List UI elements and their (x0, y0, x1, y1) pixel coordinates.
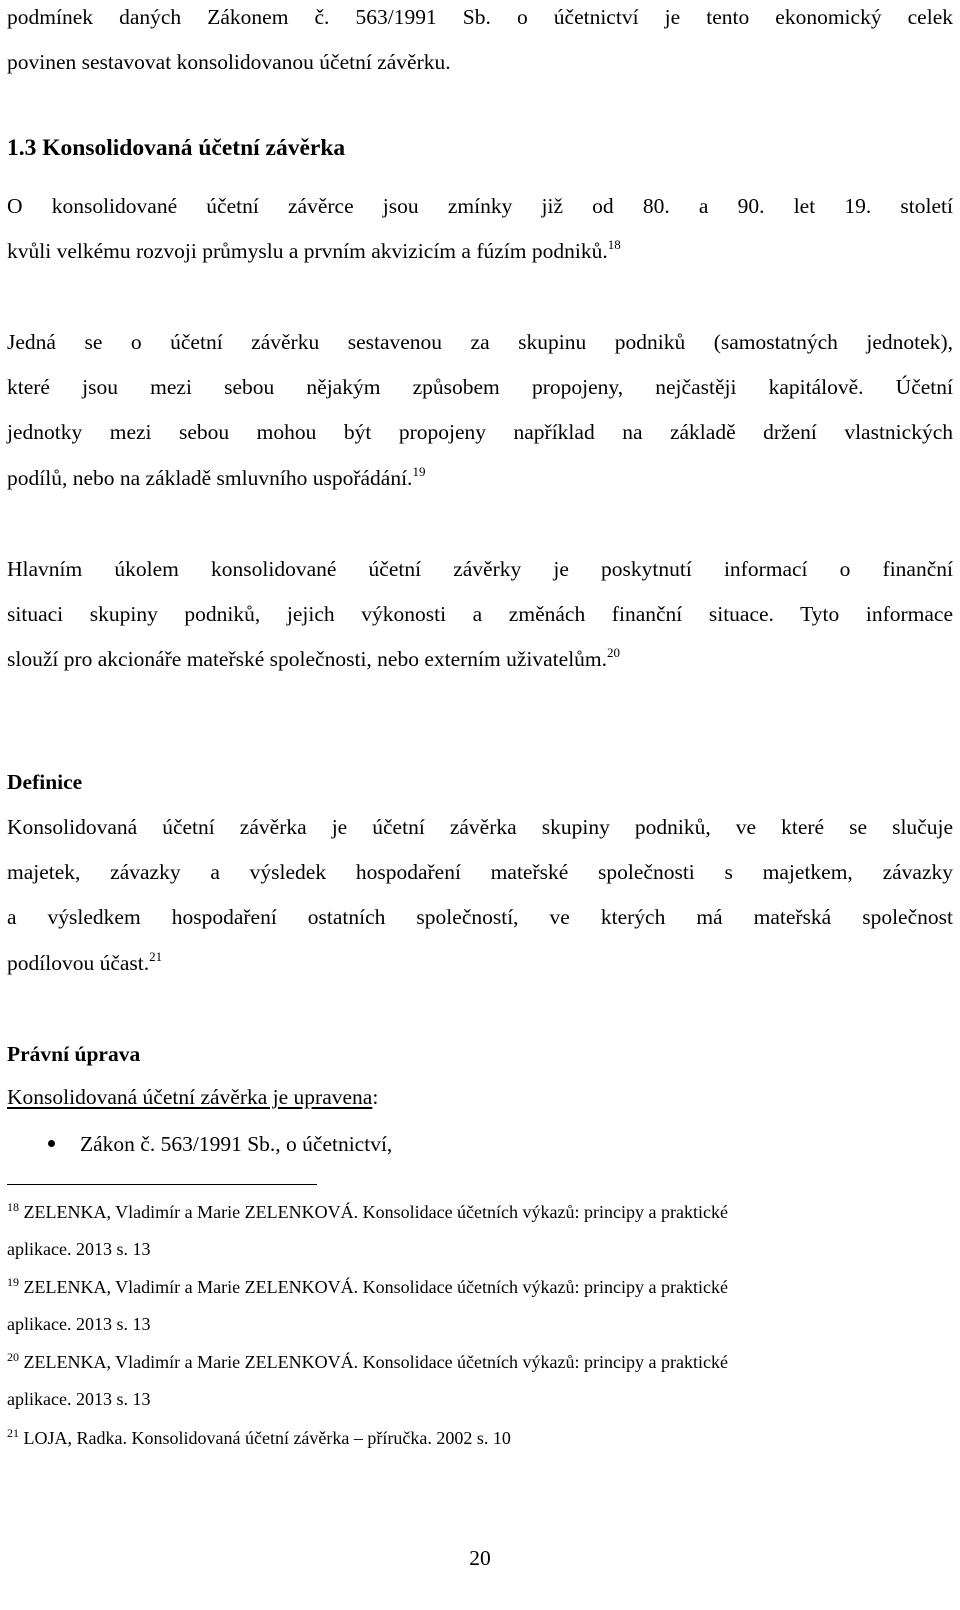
body-text-line: situaci skupiny podniků, jejich výkonosti a změnách finanční situace. Tyto informace (7, 602, 953, 626)
footnote-text: LOJA, Radka. Konsolidovaná účetní závěrka – příručka. 2002 s. 10 (23, 1428, 511, 1448)
footnote-text: ZELENKA, Vladimír a Marie ZELENKOVÁ. Konsolidace účetních výkazů: principy a praktické (23, 1277, 728, 1297)
body-text-line (7, 1083, 953, 1111)
footnote-separator (7, 1184, 317, 1185)
page-number: 20 (469, 1546, 491, 1570)
subheading-definice: Definice (7, 770, 83, 794)
bullet-icon (48, 1140, 55, 1147)
section-heading: 1.3 Konsolidovaná účetní závěrka (7, 135, 346, 161)
footnote-text: ZELENKA, Vladimír a Marie ZELENKOVÁ. Konsolidace účetních výkazů: principy a praktické (23, 1352, 728, 1372)
body-text: kvůli velkému rozvoji průmyslu a prvním akvizicím a fúzím podniků. (7, 239, 608, 263)
footnote-number: 20 (7, 1350, 19, 1364)
footnote-line: aplikace. 2013 s. 13 (7, 1314, 151, 1334)
body-text-line (7, 464, 953, 492)
footnote-text: ZELENKA, Vladimír a Marie ZELENKOVÁ. Konsolidace účetních výkazů: principy a praktické (23, 1202, 728, 1222)
subheading-pravni-uprava: Právní úprava (7, 1042, 141, 1066)
body-text: podílovou účast. (7, 951, 150, 975)
body-text-line: povinen sestavovat konsolidovanou účetní závěrku. (7, 50, 451, 74)
body-text-line: O konsolidované účetní závěrce jsou zmínky již od 80. a 90. let 19. století (7, 194, 953, 218)
body-text: slouží pro akcionáře mateřské společnosti, nebo externím uživatelům. (7, 647, 608, 671)
list-item: Zákon č. 563/1991 Sb., o účetnictví, (80, 1132, 393, 1156)
body-text-line: a výsledkem hospodaření ostatních společností, ve kterých má mateřská společnost (7, 905, 953, 929)
body-text-line: podmínek daných Zákonem č. 563/1991 Sb. o účetnictví je tento ekonomický celek (7, 5, 953, 29)
body-text-line: Jedná se o účetní závěrku sestavenou za skupinu podniků (samostatných jednotek), (7, 330, 953, 354)
footnote-line (7, 1426, 880, 1450)
body-text-line (7, 949, 953, 977)
footnote-line (7, 1275, 880, 1299)
footnote-reference: 20 (607, 645, 621, 660)
footnote-reference: 18 (607, 237, 621, 252)
footnote-number: 19 (7, 1275, 19, 1289)
footnote-number: 18 (7, 1200, 19, 1214)
body-text-line: majetek, závazky a výsledek hospodaření mateřské společnosti s majetkem, závazky (7, 860, 953, 884)
footnote-line (7, 1200, 880, 1224)
footnote-reference: 21 (149, 949, 163, 964)
intro-colon: : (372, 1085, 379, 1109)
body-text-line (7, 237, 953, 265)
body-text-line (7, 645, 953, 673)
footnote-reference: 19 (412, 464, 426, 479)
body-text-line: Hlavním úkolem konsolidované účetní závěrky je poskytnutí informací o finanční (7, 557, 953, 581)
body-text: podílů, nebo na základě smluvního uspořádání. (7, 466, 413, 490)
footnote-line (7, 1350, 880, 1374)
footnote-line: aplikace. 2013 s. 13 (7, 1389, 151, 1409)
footnote-number: 21 (7, 1426, 19, 1440)
body-text-line: Konsolidovaná účetní závěrka je účetní závěrka skupiny podniků, ve které se slučuje (7, 815, 953, 839)
underlined-intro: Konsolidovaná účetní závěrka je upravena (7, 1085, 373, 1109)
body-text-line: které jsou mezi sebou nějakým způsobem propojeny, nejčastěji kapitálově. Účetní (7, 375, 953, 399)
body-text-line: jednotky mezi sebou mohou být propojeny například na základě držení vlastnických (7, 420, 953, 444)
footnote-line: aplikace. 2013 s. 13 (7, 1239, 151, 1259)
